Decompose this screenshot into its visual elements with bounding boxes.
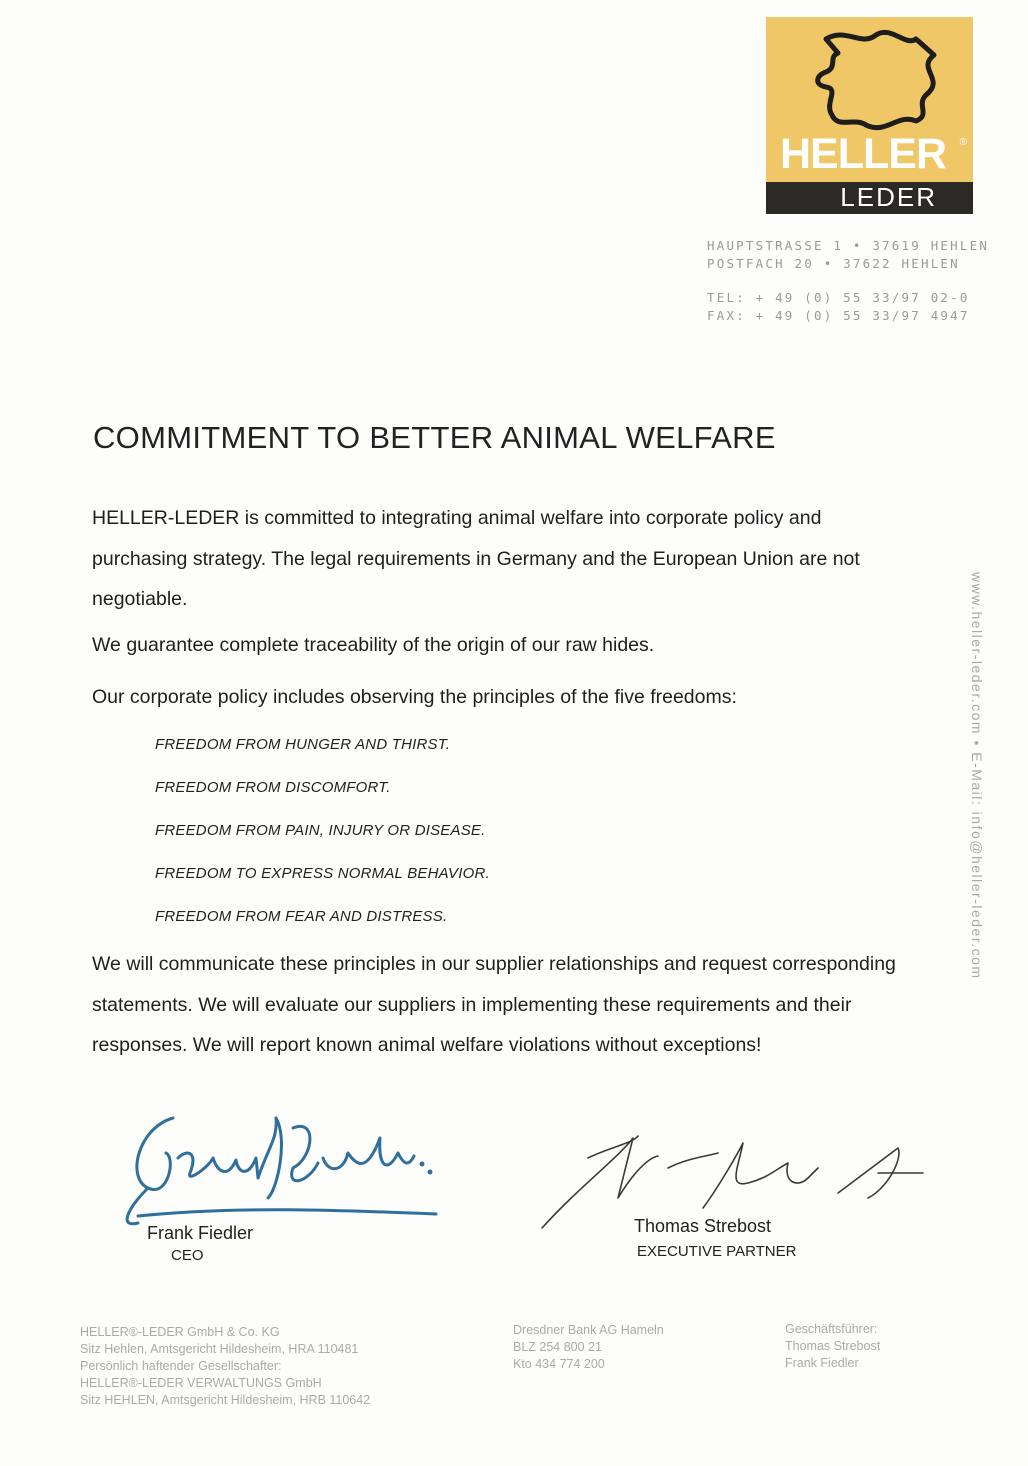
footer-company-line: Sitz HEHLEN, Amtsgericht Hildesheim, HRB 110642	[80, 1393, 371, 1407]
document-title: COMMITMENT TO BETTER ANIMAL WELFARE	[93, 420, 776, 455]
freedom-item: FREEDOM FROM HUNGER AND THIRST.	[155, 736, 451, 753]
website-email-sidebar: www.heller-leder.com • E-Mail: info@heller-leder.com	[969, 572, 985, 980]
footer-company-info	[80, 1324, 370, 1409]
logo-heller-text: HELLER	[780, 130, 946, 178]
paragraph-supplier-communication: We will communicate these principles in our supplier relationships and request corresponding statements. We will evaluate our suppliers in implementing these requirements and their responses. We will report known animal welfare violations without exceptions!	[92, 953, 896, 1056]
paragraph-five-freedoms: Our corporate policy includes observing the principles of the five freedoms:	[92, 686, 737, 708]
company-logo	[766, 17, 973, 214]
footer-company-line: Sitz Hehlen, Amtsgericht Hildesheim, HRA 110481	[80, 1342, 359, 1356]
footer-bank-line: BLZ 254 800 21	[513, 1340, 602, 1354]
freedom-item: FREEDOM FROM PAIN, INJURY OR DISEASE.	[155, 822, 486, 839]
footer-bank-info	[513, 1322, 664, 1373]
footer-company-line: Persönlich haftender Gesellschafter:	[80, 1359, 282, 1373]
freedom-item: FREEDOM TO EXPRESS NORMAL BEHAVIOR.	[155, 865, 490, 882]
footer-management-line: Geschäftsführer:	[785, 1322, 878, 1336]
signature-frank-fiedler	[118, 1098, 448, 1238]
signer-role-left: CEO	[171, 1247, 204, 1264]
footer-company-line: HELLER®-LEDER GmbH & Co. KG	[80, 1325, 280, 1339]
footer-management-line: Frank Fiedler	[785, 1356, 859, 1370]
paragraph-commitment: HELLER-LEDER is committed to integrating animal welfare into corporate policy and purchasing strategy. The legal requirements in Germany and the European Union are not negotiable.	[92, 507, 860, 610]
address-line-2: POSTFACH 20 • 37622 HEHLEN	[707, 256, 960, 271]
paragraph-traceability: We guarantee complete traceability of the origin of our raw hides.	[92, 634, 655, 656]
freedom-item: FREEDOM FROM DISCOMFORT.	[155, 779, 391, 796]
freedom-item: FREEDOM FROM FEAR AND DISTRESS.	[155, 908, 448, 925]
signer-name-right: Thomas Strebost	[634, 1216, 772, 1236]
phone-number: TEL: + 49 (0) 55 33/97 02-0	[707, 290, 970, 305]
leather-hide-icon	[766, 17, 973, 147]
footer-bank-line: Kto 434 774 200	[513, 1357, 605, 1371]
fax-number: FAX: + 49 (0) 55 33/97 4947	[707, 308, 970, 323]
logo-registered-mark: ®	[959, 137, 967, 148]
footer-management-info	[785, 1321, 880, 1372]
signer-role-right: EXECUTIVE PARTNER	[637, 1243, 797, 1260]
footer-company-line: HELLER®-LEDER VERWALTUNGS GmbH	[80, 1376, 322, 1390]
footer-management-line: Thomas Strebost	[785, 1339, 881, 1353]
signer-name-left: Frank Fiedler	[147, 1223, 254, 1243]
logo-leder-text: LEDER	[840, 182, 937, 212]
address-line-1: HAUPTSTRASSE 1 • 37619 HEHLEN	[707, 238, 990, 253]
footer-bank-line: Dresdner Bank AG Hameln	[513, 1323, 664, 1337]
